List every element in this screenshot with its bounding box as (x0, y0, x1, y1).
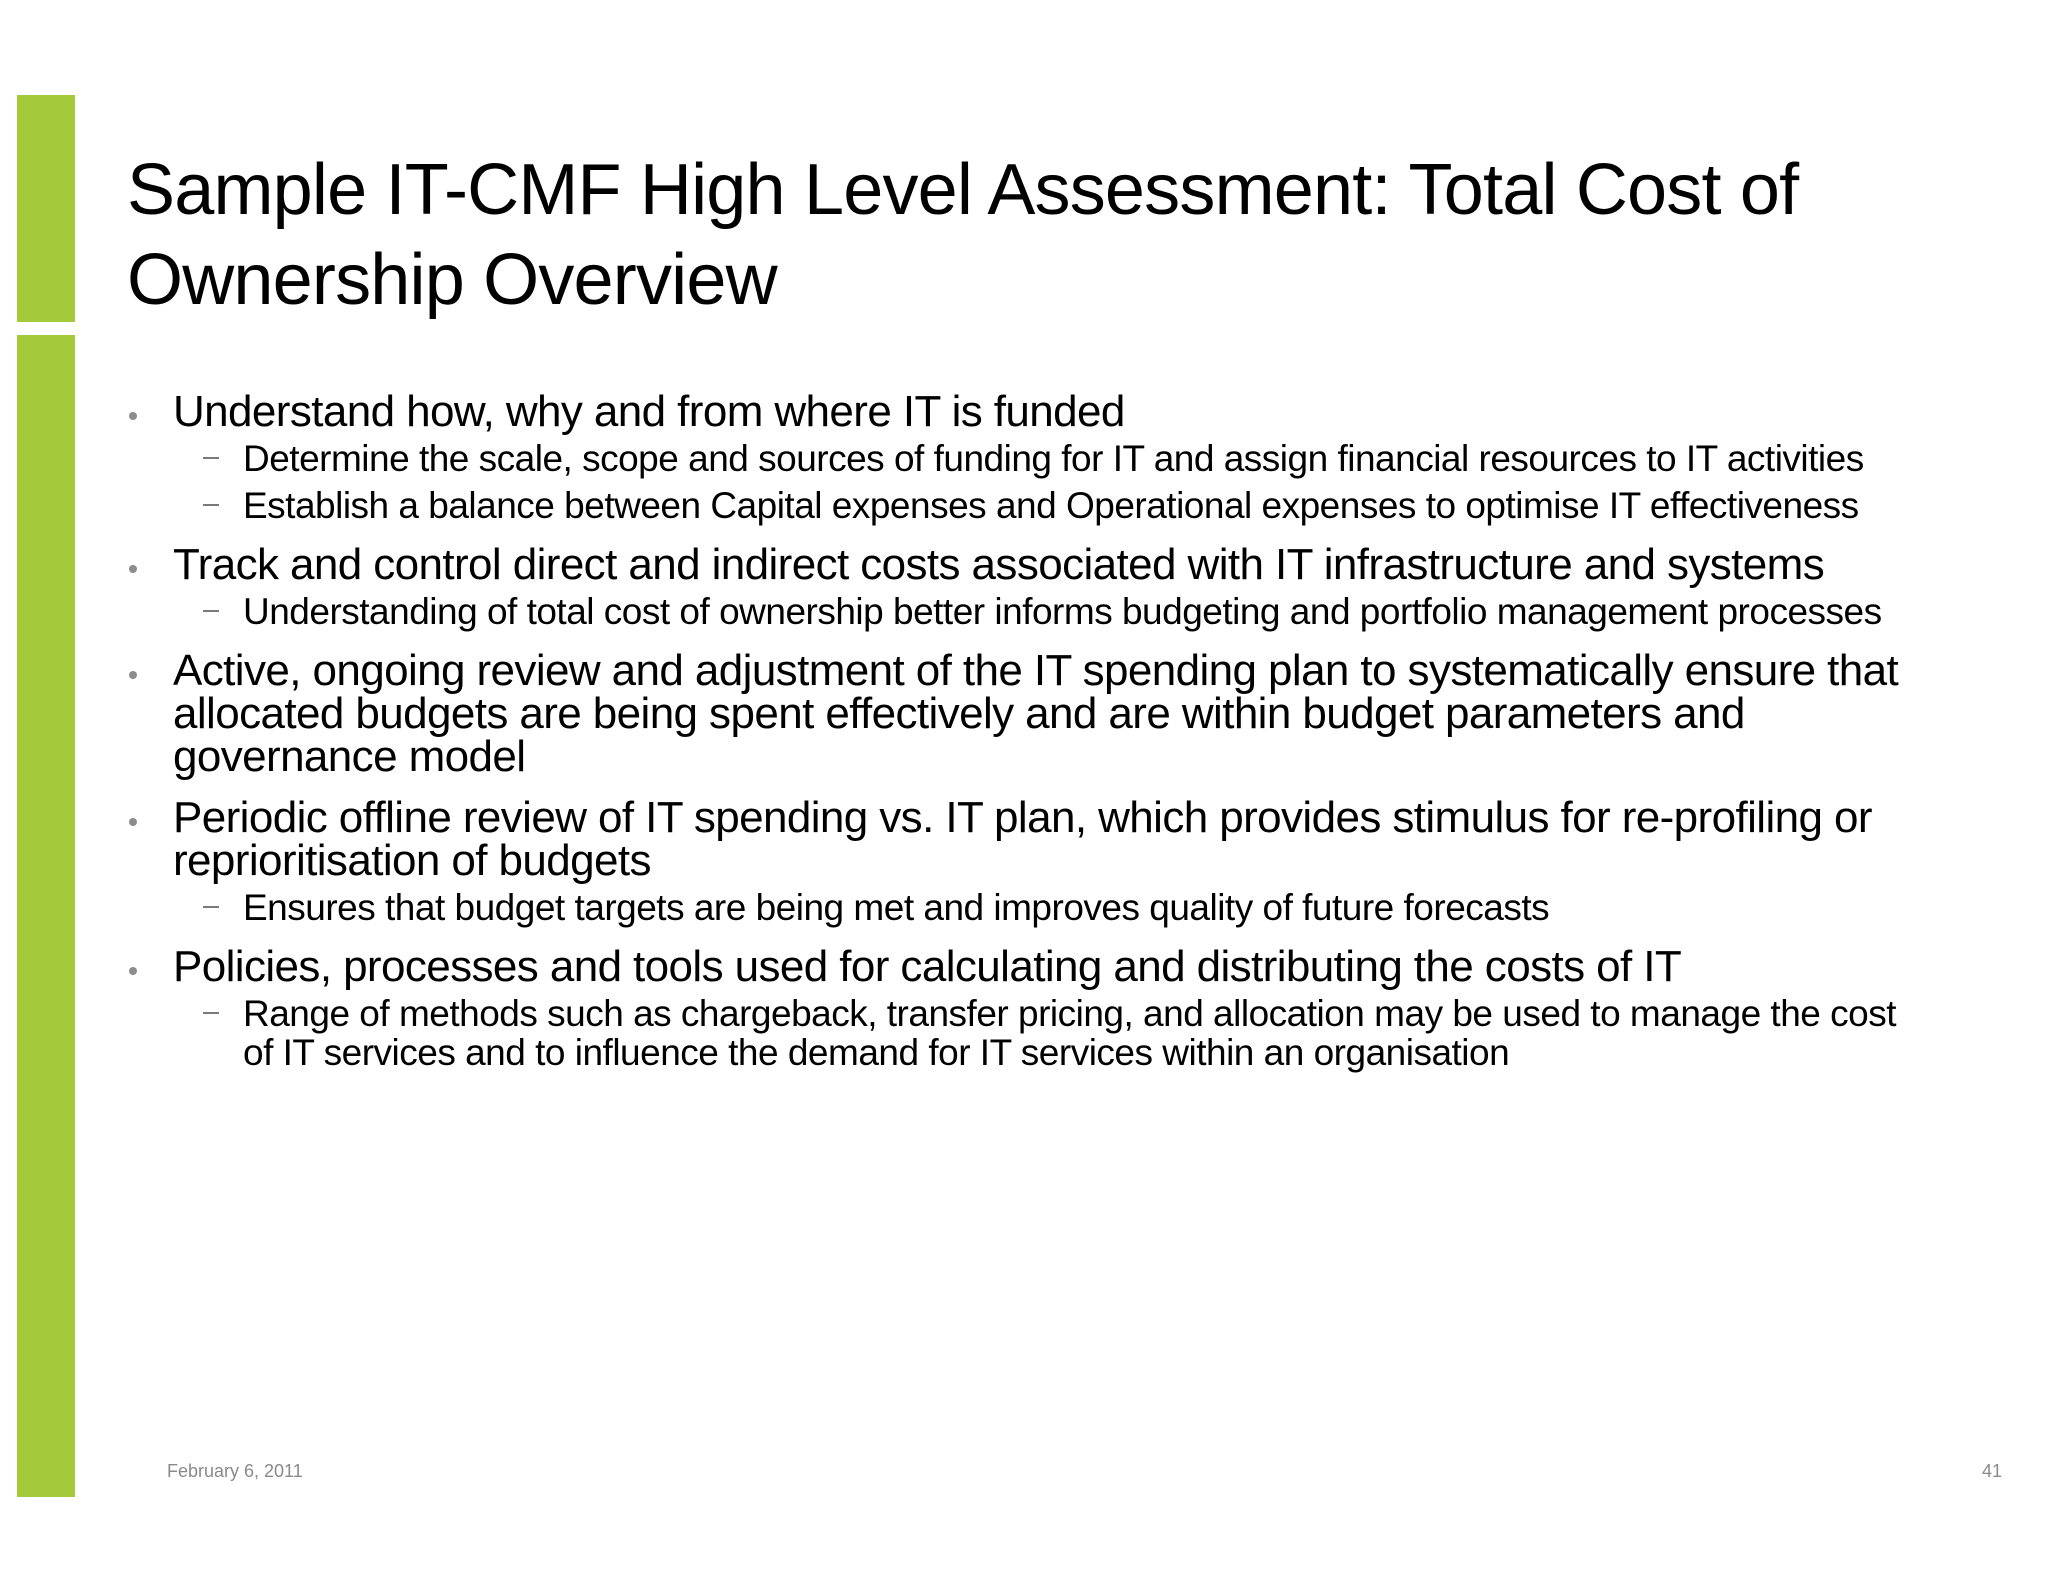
sub-bullet-item (173, 994, 1927, 1072)
dash-icon (203, 457, 219, 459)
bullet-text: Active, ongoing review and adjustment of the IT spending plan to systematically ensure that allocated budgets are being spent effectively and are within budget parameters and governance model (173, 646, 1899, 781)
sub-bullet-text: Ensures that budget targets are being met and improves quality of future forecasts (243, 887, 1550, 928)
bullet-text: Policies, processes and tools used for calculating and distributing the costs of IT (173, 942, 1682, 991)
bullet-text: Track and control direct and indirect costs associated with IT infrastructure and systems (173, 540, 1825, 589)
accent-bar-bottom (17, 335, 75, 1497)
sub-bullet-list (173, 439, 1927, 525)
bullet-dot-icon (129, 565, 137, 573)
bullet-text: Periodic offline review of IT spending vs. IT plan, which provides stimulus for re-profiling or reprioritisation of budgets (173, 793, 1872, 885)
footer-date: February 6, 2011 (167, 1461, 303, 1481)
dash-icon (203, 906, 219, 908)
bullet-text: Understand how, why and from where IT is funded (173, 387, 1125, 436)
slide-title: Sample IT-CMF High Level Assessment: Total Cost of Ownership Overview (127, 150, 1799, 320)
dash-icon (203, 504, 219, 506)
bullet-dot-icon (129, 671, 137, 679)
sub-bullet-list (173, 994, 1927, 1072)
bullet-item (127, 646, 1927, 781)
bullet-item (127, 387, 1927, 526)
sub-bullet-text: Understanding of total cost of ownership better informs budgeting and portfolio management processes (243, 591, 1882, 632)
dash-icon (203, 610, 219, 612)
bullet-dot-icon (129, 818, 137, 826)
sub-bullet-item (173, 592, 1927, 631)
sub-bullet-list (173, 888, 1927, 927)
page-number: 41 (1981, 1461, 2002, 1481)
sub-bullet-item (173, 888, 1927, 927)
bullet-dot-icon (129, 967, 137, 975)
bullet-item (127, 793, 1927, 928)
sub-bullet-item (173, 439, 1927, 478)
sub-bullet-text: Establish a balance between Capital expenses and Operational expenses to optimise IT effectiveness (243, 485, 1859, 526)
bullet-item (127, 540, 1927, 632)
bullet-list (127, 387, 1927, 1090)
dash-icon (203, 1012, 219, 1014)
sub-bullet-list (173, 592, 1927, 631)
sub-bullet-text: Determine the scale, scope and sources of funding for IT and assign financial resources to IT activities (243, 438, 1864, 479)
bullet-dot-icon (129, 412, 137, 420)
sub-bullet-item (173, 486, 1927, 525)
bullet-item (127, 942, 1927, 1073)
accent-bar-top (17, 95, 75, 322)
sub-bullet-text: Range of methods such as chargeback, transfer pricing, and allocation may be used to manage the cost of IT services and to influence the demand for IT services within an organisation (243, 993, 1896, 1073)
